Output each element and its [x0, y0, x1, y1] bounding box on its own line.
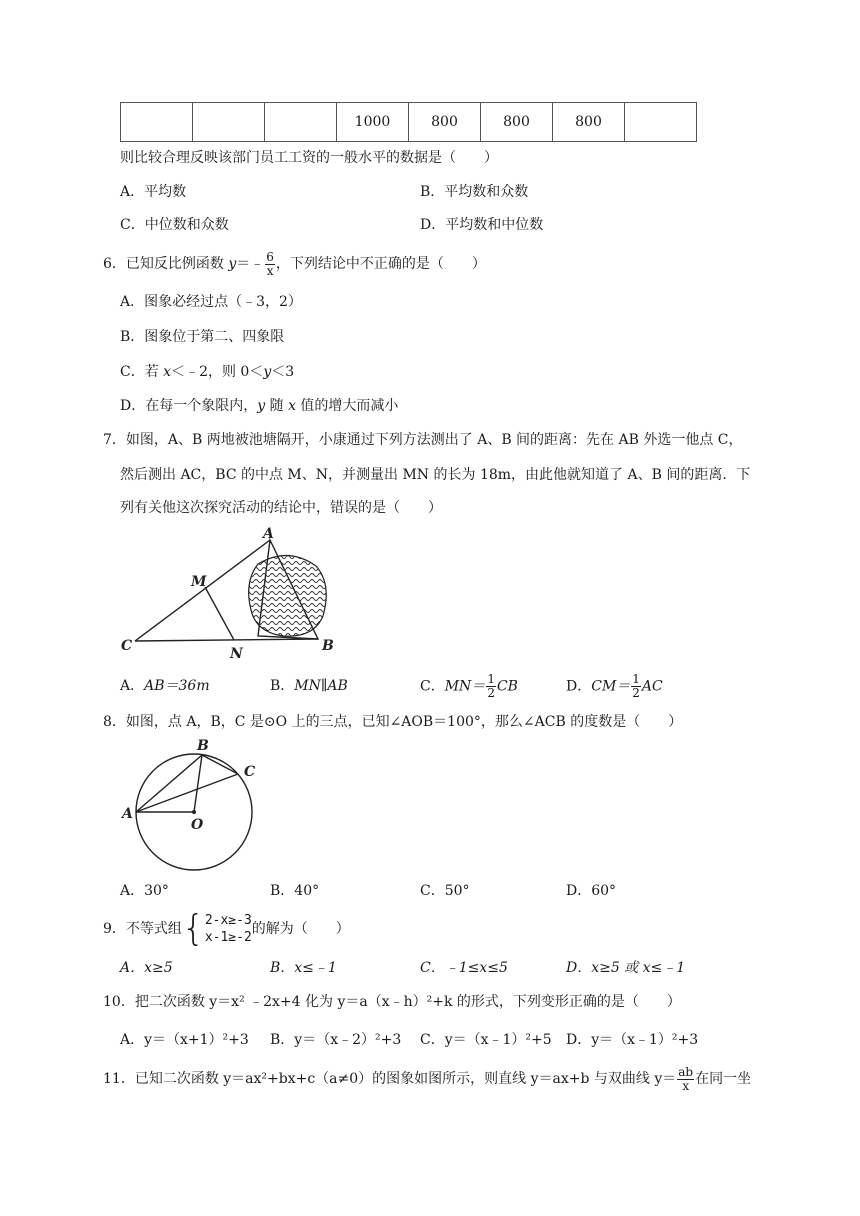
q7-label-c: C — [121, 638, 133, 654]
q6-fraction — [265, 251, 275, 278]
q7-figure — [118, 524, 338, 664]
q8-center-dot — [192, 810, 196, 814]
q6-d-mid: 随 — [265, 398, 289, 414]
q6-d-pre: D．在每一个象限内， — [120, 398, 258, 414]
q7-d-pre: D． — [566, 678, 592, 695]
q8-line-ob — [194, 755, 202, 812]
q7-label-b: B — [322, 638, 334, 654]
q8-stem: 8．如图，点 A，B，C 是⊙O 上的三点，已知∠AOB＝100°，那么∠ACB 的度数是（ ） — [103, 714, 683, 730]
q7-c-fraction — [486, 673, 496, 700]
q8-option-a[interactable]: A．30° — [120, 883, 169, 899]
q7-a-expr: AB＝36m — [144, 678, 210, 694]
q6-d-y: y — [257, 398, 266, 414]
q11-stem — [103, 1064, 751, 1094]
q7-line-3: 列有关他这次探究活动的结论中，错误的是（ ） — [120, 500, 442, 516]
q9-option-b[interactable]: B．x≤﹣1 — [270, 960, 337, 976]
q6-frac-den: x — [266, 263, 274, 278]
table-cell — [625, 103, 697, 142]
q7-d-fraction — [631, 673, 641, 700]
q11-stem-post: 在同一坐 — [695, 1071, 752, 1087]
table-cell: 800 — [481, 103, 553, 142]
q7-c-lhs: MN＝ — [444, 678, 486, 695]
q6-d-x: x — [288, 398, 296, 414]
q6-option-c[interactable] — [120, 362, 294, 382]
q7-label-n: N — [230, 646, 243, 662]
q10-stem: 10．把二次函数 y＝x² ﹣2x+4 化为 y＝a（x﹣h）²+k 的形式，下列变形正确的是（ ） — [103, 994, 681, 1010]
q6-frac-num: 6 — [266, 249, 274, 264]
q7-c-pre: C． — [420, 678, 445, 695]
q6-c-post: ＜3 — [271, 364, 295, 380]
q7-label-m: M — [191, 574, 207, 590]
q6-eq: ＝﹣ — [236, 256, 265, 272]
q9-stem-pre: 9．不等式组 — [103, 921, 182, 937]
q9-option-c[interactable]: C．﹣1≤x≤5 — [420, 960, 508, 976]
q6-option-a[interactable]: A．图象必经过点（﹣3，2） — [120, 294, 302, 310]
q7-option-b[interactable] — [270, 673, 348, 699]
q7-a-pre: A． — [120, 678, 145, 694]
q8-option-d[interactable]: D．60° — [566, 883, 617, 899]
q7-option-a[interactable] — [120, 673, 210, 699]
q6-c-mid: ＜﹣2，则 0＜ — [171, 364, 264, 380]
q7-c-rhs: CB — [496, 678, 518, 695]
q9-stem-post: 的解为（ ） — [251, 921, 350, 937]
q7-pond — [249, 555, 327, 636]
q11-frac-den: x — [682, 1078, 690, 1093]
q9-stem — [103, 910, 350, 948]
q5-option-c[interactable]: C．中位数和众数 — [120, 217, 229, 233]
q9-system — [205, 912, 252, 946]
q8-line-bc — [202, 755, 238, 774]
q7-option-c[interactable] — [420, 673, 518, 700]
q9-option-a[interactable]: A．x≥5 — [120, 960, 173, 976]
q10-option-d[interactable]: D．y＝（x﹣1）²+3 — [566, 1032, 699, 1048]
table-cell — [265, 103, 337, 142]
q11-frac-num: ab — [678, 1064, 694, 1079]
q8-label-o: O — [191, 817, 204, 833]
q6-stem-pre: 6．已知反比例函数 — [103, 256, 229, 272]
q6-c-x: x — [163, 364, 172, 380]
q8-label-a: A — [122, 806, 133, 822]
q7-d-num: 1 — [632, 672, 640, 686]
q9-row-1: 2-x≥-3 — [204, 913, 252, 928]
q5-option-d[interactable]: D．平均数和中位数 — [420, 217, 544, 233]
q7-line-cb — [135, 639, 318, 641]
q8-line-ab — [136, 755, 202, 812]
q10-option-b[interactable]: B．y＝（x﹣2）²+3 — [270, 1032, 402, 1048]
q9-brace: { — [181, 908, 205, 949]
q8-option-b[interactable]: B．40° — [270, 883, 320, 899]
q11-fraction — [677, 1066, 694, 1093]
q6-option-b[interactable]: B．图象位于第二、四象限 — [120, 329, 285, 345]
q6-option-d[interactable] — [120, 396, 398, 416]
q11-stem-pre: 11．已知二次函数 y＝ax²+bx+c（a≠0）的图象如图所示，则直线 y＝ax+b 与双曲线 y＝ — [103, 1071, 677, 1087]
table-cell: 800 — [553, 103, 625, 142]
q6-stem — [103, 250, 486, 278]
table-cell: 1000 — [337, 103, 409, 142]
table-cell: 800 — [409, 103, 481, 142]
wage-table — [120, 102, 697, 142]
q9-option-d[interactable]: D．x≥5 或 x≤﹣1 — [566, 960, 686, 976]
q7-line-2: 然后测出 AC，BC 的中点 M、N，并测量出 MN 的长为 18m，由此他就知道了 A、B 间的距离．下 — [120, 467, 751, 483]
q7-line-mn — [205, 587, 234, 640]
q7-c-num: 1 — [487, 672, 495, 686]
q8-option-c[interactable]: C．50° — [420, 883, 470, 899]
table-row — [121, 103, 697, 142]
q6-stem-post: ，下列结论中不正确的是（ ） — [275, 256, 486, 272]
q10-option-c[interactable]: C．y＝（x﹣1）²+5 — [420, 1032, 552, 1048]
q10-option-a[interactable]: A．y＝（x+1）²+3 — [120, 1032, 249, 1048]
q8-line-ac — [136, 774, 238, 812]
q7-option-d[interactable] — [566, 673, 663, 700]
q8-label-c: C — [244, 764, 256, 780]
q7-label-a: A — [263, 526, 274, 542]
table-cell — [121, 103, 193, 142]
q9-row-2: x-1≥-2 — [204, 930, 252, 945]
q5-stem: 则比较合理反映该部门员工工资的一般水平的数据是（ ） — [120, 150, 498, 166]
q7-line-1: 7．如图，A、B 两地被池塘隔开，小康通过下列方法测出了 A、B 间的距离：先在 AB 外选一他点 C， — [103, 432, 743, 448]
q6-c-y: y — [263, 364, 272, 380]
q7-d-lhs: CM＝ — [591, 678, 631, 695]
q8-label-b: B — [197, 738, 209, 754]
q5-option-a[interactable]: A．平均数 — [120, 184, 187, 200]
q7-d-den: 2 — [632, 686, 640, 700]
q5-option-b[interactable]: B．平均数和众数 — [420, 184, 529, 200]
q8-figure — [118, 736, 268, 876]
q7-c-den: 2 — [487, 686, 495, 700]
q7-b-pre: B． — [270, 678, 295, 694]
q6-var-y: y — [228, 256, 237, 272]
table-cell — [193, 103, 265, 142]
q7-b-expr: MN∥AB — [294, 678, 348, 694]
q6-d-post: 值的增大而减小 — [295, 398, 399, 414]
q6-c-pre: C．若 — [120, 364, 164, 380]
q7-d-rhs: AC — [641, 678, 663, 695]
